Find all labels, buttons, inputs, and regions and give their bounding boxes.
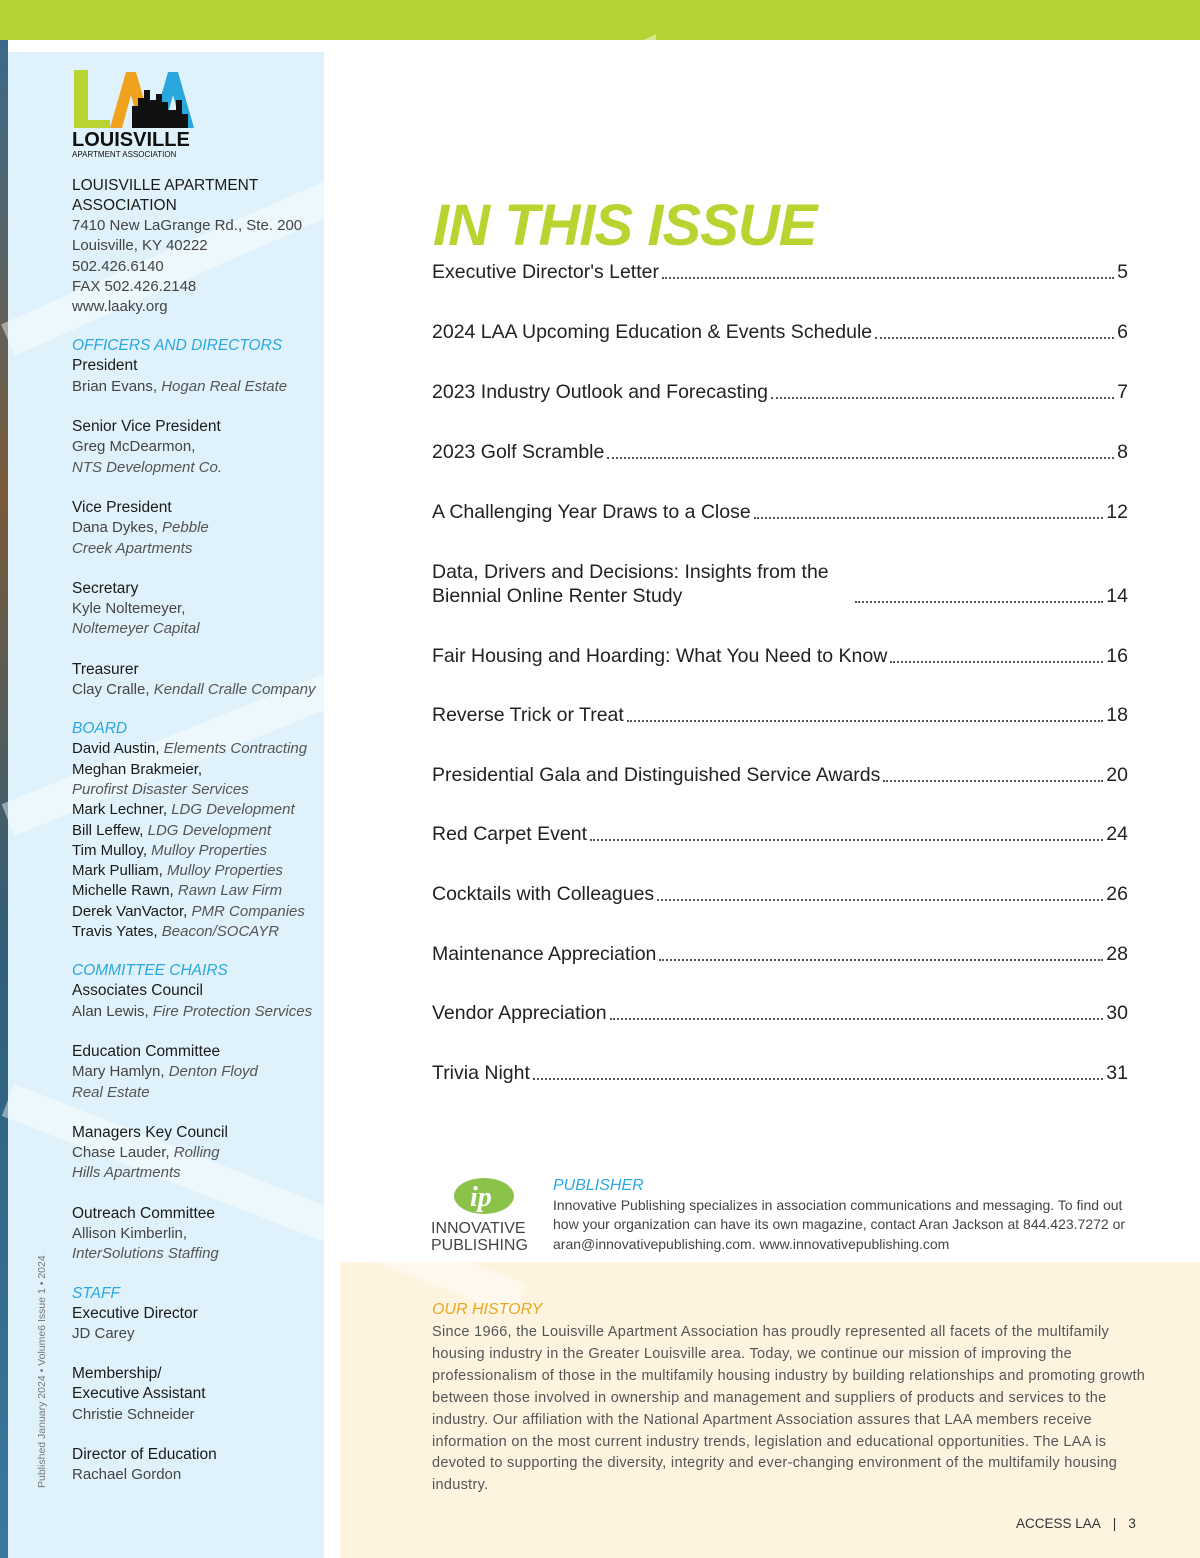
staff-education-director (72, 1445, 317, 1486)
top-accent-bar (0, 0, 1200, 40)
toc-page: 7 (1117, 381, 1128, 403)
committee-heading: COMMITTEE CHAIRS (72, 962, 228, 980)
board-member-company: PMR Companies (191, 902, 305, 920)
toc-title: 2023 Golf Scramble (432, 441, 605, 463)
publisher-block (553, 1176, 1128, 1254)
officer-name: Clay Cralle, (72, 681, 150, 699)
toc-page: 16 (1106, 645, 1128, 667)
toc-page: 12 (1106, 501, 1128, 523)
toc-title: 2024 LAA Upcoming Education & Events Schedule (432, 321, 873, 343)
board-member-company: Mulloy Properties (167, 862, 283, 880)
committee-managers (72, 1123, 317, 1184)
toc-page: 14 (1106, 585, 1128, 607)
innovative-publishing-logo (430, 1176, 540, 1256)
officer-company: Kendall Cralle Company (153, 681, 316, 699)
toc-page: 6 (1117, 321, 1128, 343)
officer-company: Noltemeyer Capital (72, 620, 200, 638)
toc-title: Presidential Gala and Distinguished Service Awards (432, 764, 881, 786)
left-photo-strip (0, 40, 8, 1558)
board-member (72, 739, 317, 759)
toc-item[interactable] (432, 822, 1128, 846)
board-member-name: Michelle Rawn, (72, 882, 174, 900)
page-footer (1016, 1516, 1136, 1531)
staff-name: Rachael Gordon (72, 1466, 182, 1484)
board-member-company: Mulloy Properties (151, 841, 268, 859)
toc-leader (754, 517, 1104, 519)
committee-company: Fire Protection Services (152, 1002, 313, 1020)
toc-leader (875, 337, 1114, 339)
toc-item[interactable] (432, 380, 1128, 404)
fax: FAX 502.426.2148 (72, 277, 197, 295)
officer-role: Senior Vice President (72, 418, 221, 436)
toc-item[interactable] (432, 260, 1128, 284)
website-link[interactable]: www.laaky.org (72, 298, 168, 316)
officer-name: Kyle Noltemeyer, (72, 600, 186, 618)
board-member (72, 760, 317, 801)
officer-name: Brian Evans, (72, 377, 158, 395)
logo-name: LOUISVILLE (72, 129, 190, 151)
publisher-text: Innovative Publishing specializes in association communications and messaging. To find out how your organization can have its own magazine, contact Aran Jackson at 844.423.7272 or aran@innovativepublishing.com. www.innovativepublishing.com (553, 1197, 1126, 1252)
committee-associates (72, 981, 317, 1022)
board-member (72, 922, 317, 942)
toc-item[interactable] (432, 1001, 1128, 1025)
publication-note: Published January 2024 • Volume6 Issue 1 • 2024 (36, 1255, 48, 1488)
toc-item[interactable] (432, 942, 1128, 966)
committee-company: InterSolutions Staffing (72, 1245, 219, 1263)
toc-item[interactable] (432, 703, 1128, 727)
toc-title: 2023 Industry Outlook and Forecasting (432, 381, 769, 403)
staff-name: Christie Schneider (72, 1405, 195, 1423)
publisher-logo-line2: PUBLISHING (431, 1237, 528, 1254)
staff-name: JD Carey (72, 1324, 135, 1342)
officer-name: Greg McDearmon, (72, 438, 196, 456)
publisher-logo-line1: INNOVATIVE (431, 1220, 526, 1237)
toc-item[interactable] (432, 440, 1128, 464)
committee-education (72, 1042, 317, 1103)
board-member-name: Mark Lechner, (72, 801, 168, 819)
toc-page: 20 (1106, 764, 1128, 786)
toc-page: 28 (1106, 943, 1128, 965)
history-block (432, 1300, 1152, 1497)
committee-name: Mary Hamlyn, (72, 1063, 165, 1081)
officer-role: President (72, 357, 138, 375)
publisher-logo-mark: ip (470, 1182, 492, 1213)
toc-title: Reverse Trick or Treat (432, 704, 624, 726)
officer-company: NTS Development Co. (72, 458, 223, 476)
board-member-company: Beacon/SOCAYR (161, 923, 280, 941)
board-member-name: Bill Leffew, (72, 821, 144, 839)
officer-name: Dana Dykes, (72, 519, 158, 537)
toc-leader (627, 720, 1103, 722)
toc-page: 8 (1117, 441, 1128, 463)
board-member-company: LDG Development (147, 821, 272, 839)
toc-title: Trivia Night (432, 1062, 530, 1084)
toc-title: Fair Housing and Hoarding: What You Need to Know (432, 645, 888, 667)
officer-company: Pebble Creek Apartments (72, 519, 209, 557)
officer-treasurer (72, 660, 317, 701)
toc-leader (657, 899, 1103, 901)
toc-page: 30 (1106, 1002, 1128, 1024)
magazine-name: ACCESS LAA (1016, 1516, 1101, 1531)
officer-vp (72, 498, 317, 559)
org-name: LOUISVILLE APARTMENT ASSOCIATION (72, 177, 259, 214)
toc-page: 31 (1106, 1062, 1128, 1084)
address-line-1: 7410 New LaGrange Rd., Ste. 200 (72, 217, 303, 234)
board-member-name: Mark Pulliam, (72, 862, 163, 880)
board-member-name: Derek VanVactor, (72, 902, 188, 920)
toc-title: Cocktails with Colleagues (432, 883, 655, 905)
board-member-name: Travis Yates, (72, 923, 158, 941)
history-text: Since 1966, the Louisville Apartment Association has proudly represented all facets of the multifamily housing industry in the Greater Louisville area. Today, we continue our mission of improving the professionalism of those in the multifamily housing industry by building relationships and promoting growth between those involved in ownership and management and suppliers of products and services to the industry. Our affiliation with the National Apartment Association assures that LAA members receive information on the most current industry trends, legislation and educational opportunities. The LAA is devoted to supporting the diversity, integrity and ever-changing environment of the multifamily housing industry. (432, 1324, 1146, 1494)
board-member (72, 800, 317, 820)
toc-leader (610, 1018, 1104, 1020)
phone: 502.426.6140 (72, 257, 164, 275)
officer-role: Treasurer (72, 660, 139, 678)
board-member (72, 902, 317, 922)
committee-role: Associates Council (72, 982, 203, 1000)
officer-president (72, 356, 317, 397)
board-member (72, 861, 317, 881)
toc-item[interactable] (432, 644, 1128, 668)
officer-secretary (72, 579, 317, 640)
toc-title: A Challenging Year Draws to a Close (432, 501, 751, 523)
toc-title: Executive Director's Letter (432, 261, 659, 283)
toc-title: Data, Drivers and Decisions: Insights from the Biennial Online Renter Study (432, 561, 829, 607)
staff-executive-director (72, 1304, 317, 1345)
staff-membership (72, 1364, 317, 1425)
toc-page: 24 (1106, 823, 1128, 845)
toc-leader (855, 601, 1103, 603)
board-member-name: Meghan Brakmeier, (72, 760, 203, 778)
toc-leader (890, 661, 1103, 663)
board-member (72, 881, 317, 901)
committee-outreach (72, 1204, 317, 1265)
laa-logo (70, 70, 202, 160)
committee-company: Rolling Hills Apartments (72, 1144, 220, 1182)
toc-leader (659, 959, 1103, 961)
toc-leader (533, 1078, 1103, 1080)
sidebar-contents (72, 176, 317, 1486)
toc-title: Red Carpet Event (432, 823, 588, 845)
officer-role: Secretary (72, 579, 139, 597)
committee-company: Denton Floyd Real Estate (72, 1063, 258, 1101)
board-member-company: LDG Development (171, 801, 295, 819)
toc-leader (662, 277, 1114, 279)
toc-leader (771, 397, 1114, 399)
staff-role: Membership/ Executive Assistant (72, 1365, 206, 1403)
board-member (72, 841, 317, 861)
toc-item[interactable] (432, 560, 1128, 608)
committee-role: Education Committee (72, 1042, 221, 1060)
address-line-2: Louisville, KY 40222 (72, 237, 208, 255)
board-member-company: Rawn Law Firm (177, 882, 283, 900)
board-member (72, 821, 317, 841)
officers-heading: OFFICERS AND DIRECTORS (72, 337, 283, 355)
officer-senior-vp (72, 417, 317, 478)
officer-role: Vice President (72, 498, 172, 516)
board-member-name: Tim Mulloy, (72, 841, 147, 859)
committee-role: Outreach Committee (72, 1204, 215, 1222)
toc-item[interactable] (432, 882, 1128, 906)
committee-name: Chase Lauder, (72, 1144, 170, 1162)
toc-item[interactable] (432, 763, 1128, 787)
board-member-name: David Austin, (72, 740, 160, 758)
footer-separator: | (1112, 1516, 1117, 1531)
staff-role: Executive Director (72, 1304, 198, 1322)
staff-role: Director of Education (72, 1446, 217, 1464)
logo-subname: APARTMENT ASSOCIATION (72, 150, 177, 159)
toc-page: 26 (1106, 883, 1128, 905)
toc-item[interactable] (432, 500, 1128, 524)
issue-title: IN THIS ISSUE (433, 193, 817, 258)
committee-role: Managers Key Council (72, 1123, 228, 1141)
toc-page: 5 (1117, 261, 1128, 283)
toc-title: Maintenance Appreciation (432, 943, 657, 965)
toc-leader (590, 839, 1103, 841)
staff-heading: STAFF (72, 1284, 120, 1302)
page-number: 3 (1128, 1516, 1136, 1531)
history-heading: OUR HISTORY (432, 1301, 543, 1318)
committee-name: Alan Lewis, (72, 1002, 149, 1020)
officer-company: Hogan Real Estate (161, 377, 288, 395)
toc-leader (883, 780, 1103, 782)
toc-title: Vendor Appreciation (432, 1002, 607, 1024)
committee-name: Allison Kimberlin, (72, 1224, 188, 1242)
toc-item[interactable] (432, 320, 1128, 344)
toc-page: 18 (1106, 704, 1128, 726)
toc-leader (607, 457, 1114, 459)
board-heading: BOARD (72, 720, 128, 738)
board-member-company: Purofirst Disaster Services (72, 780, 249, 798)
publisher-heading: PUBLISHER (553, 1177, 644, 1194)
toc-item[interactable] (432, 1061, 1128, 1085)
board-member-company: Elements Contracting (163, 740, 308, 758)
